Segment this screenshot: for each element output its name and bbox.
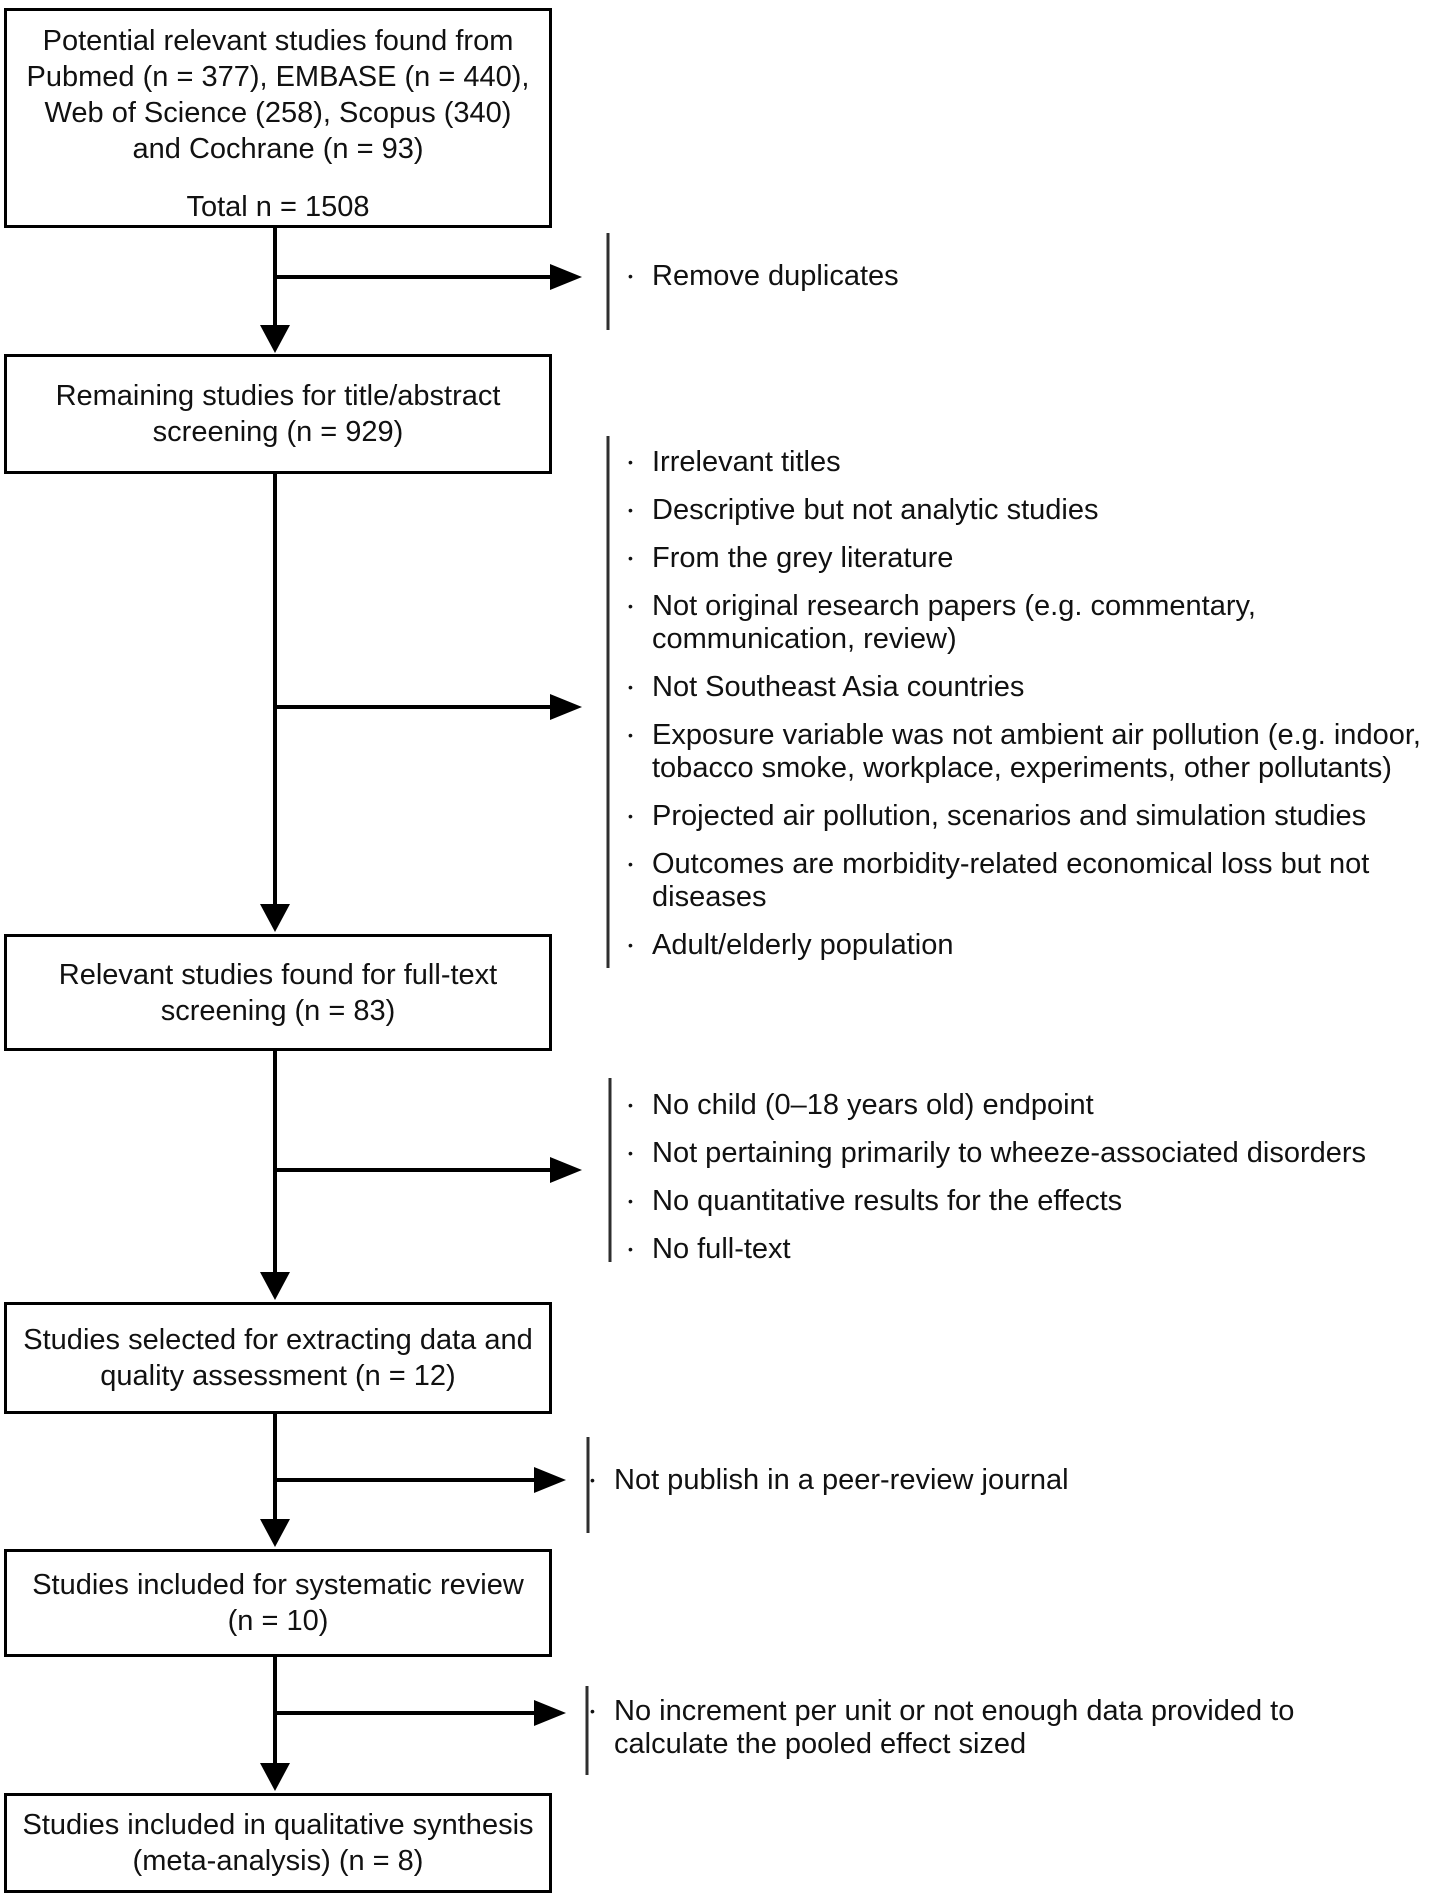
bullet-icon: • (628, 1241, 633, 1257)
box-text-blank-line (7, 167, 549, 189)
branch-arrow-fulltext-exclusions (275, 1157, 582, 1183)
exclusion-item-text: Not original research papers (e.g. commentary, communication, review) (652, 590, 1256, 655)
exclusion-item (628, 671, 1442, 704)
box-identification (4, 8, 552, 228)
box-text-line: Pubmed (n = 377), EMBASE (n = 440), (26, 61, 530, 93)
exclusion-item (628, 719, 1442, 785)
bullet-icon: • (628, 808, 633, 824)
exclusion-item (628, 800, 1442, 833)
exclusion-item-text: Adult/elderly population (652, 929, 954, 961)
exclusion-item-text: Not pertaining primarily to wheeze-associated disorders (652, 1137, 1367, 1169)
bullet-icon: • (628, 937, 633, 953)
note-peer-review-exclusion (590, 1464, 1420, 1497)
box-qualitative-synthesis (4, 1793, 552, 1893)
exclusion-item (628, 260, 1228, 293)
exclusion-item-text: Not publish in a peer-review journal (614, 1464, 1069, 1496)
arrow-fulltext-to-extraction (260, 1051, 290, 1300)
bullet-icon: • (628, 598, 633, 614)
bullet-icon: • (590, 1703, 595, 1719)
note-title-abstract-exclusions (628, 446, 1442, 962)
exclusion-item (628, 494, 1442, 527)
exclusion-item-text: Not Southeast Asia countries (652, 671, 1025, 703)
exclusion-item-text: No quantitative results for the effects (652, 1185, 1123, 1217)
exclusion-item (628, 1089, 1442, 1122)
arrow-screening-to-fulltext (260, 474, 290, 932)
exclusion-item (590, 1695, 1404, 1761)
exclusion-item-text: Irrelevant titles (652, 446, 841, 478)
box-text-line: Studies included for systematic review (32, 1569, 524, 1601)
branch-arrow-peer-review-exclusion (275, 1467, 566, 1493)
bullet-icon: • (628, 1193, 633, 1209)
box-total-line: Total n = 1508 (186, 191, 370, 223)
bullet-icon: • (628, 268, 633, 284)
box-text-line: Potential relevant studies found from (42, 25, 514, 57)
exclusion-item-text: Remove duplicates (652, 260, 899, 292)
box-text-line: Remaining studies for title/abstract (55, 380, 501, 412)
exclusion-item-text: Outcomes are morbidity-related economical loss but not diseases (652, 848, 1370, 913)
bullet-icon: • (628, 502, 633, 518)
exclusion-item-text: Exposure variable was not ambient air pollution (e.g. indoor, tobacco smoke, workplace, experiments, other pollutants) (652, 719, 1421, 784)
bullet-icon: • (628, 679, 633, 695)
box-title-abstract-screening (4, 354, 552, 474)
exclusion-item-text: No child (0–18 years old) endpoint (652, 1089, 1094, 1121)
box-text-line: screening (n = 929) (152, 416, 404, 448)
note-meta-analysis-exclusion (590, 1695, 1404, 1761)
box-data-extraction (4, 1302, 552, 1414)
bullet-icon: • (628, 856, 633, 872)
exclusion-item-text: Projected air pollution, scenarios and simulation studies (652, 800, 1367, 832)
box-text-line: (n = 10) (227, 1605, 329, 1637)
bullet-icon: • (628, 550, 633, 566)
exclusion-item (628, 929, 1442, 962)
exclusion-item (628, 542, 1442, 575)
box-text-line: Web of Science (258), Scopus (340) (44, 97, 512, 129)
box-text-line: (meta-analysis) (n = 8) (132, 1845, 424, 1877)
arrow-identification-to-screening (260, 228, 290, 353)
box-text-line: and Cochrane (n = 93) (132, 133, 424, 165)
exclusion-item-text: No full-text (652, 1233, 791, 1265)
note-remove-duplicates (628, 260, 1228, 293)
arrow-review-to-synthesis (260, 1657, 290, 1791)
bullet-icon: • (628, 1145, 633, 1161)
box-full-text-screening (4, 934, 552, 1051)
exclusion-item (590, 1464, 1420, 1497)
box-text-line: Relevant studies found for full-text (58, 958, 498, 991)
bullet-icon: • (628, 727, 633, 743)
exclusion-item (628, 1185, 1442, 1218)
exclusion-item (628, 848, 1442, 914)
box-text-line: screening (n = 83) (160, 994, 396, 1027)
branch-arrow-title-abstract-exclusions (275, 694, 582, 720)
branch-arrow-meta-analysis-exclusion (275, 1700, 566, 1726)
box-systematic-review (4, 1549, 552, 1657)
note-full-text-exclusions (628, 1089, 1442, 1266)
exclusion-item (628, 446, 1442, 479)
branch-arrow-remove-duplicates (275, 264, 582, 290)
bullet-icon: • (628, 1097, 633, 1113)
exclusion-item-text: From the grey literature (652, 542, 954, 574)
bullet-icon: • (590, 1472, 595, 1488)
box-text-line: quality assessment (n = 12) (100, 1360, 456, 1392)
exclusion-item (628, 1137, 1442, 1170)
bullet-icon: • (628, 454, 633, 470)
exclusion-item (628, 590, 1442, 656)
exclusion-item (628, 1233, 1442, 1266)
exclusion-item-text: Descriptive but not analytic studies (652, 494, 1099, 526)
box-text-line: Studies included in qualitative synthesis (22, 1809, 534, 1841)
box-text-line: Studies selected for extracting data and (23, 1324, 533, 1356)
exclusion-item-text: No increment per unit or not enough data provided to calculate the pooled effect sized (614, 1695, 1295, 1760)
